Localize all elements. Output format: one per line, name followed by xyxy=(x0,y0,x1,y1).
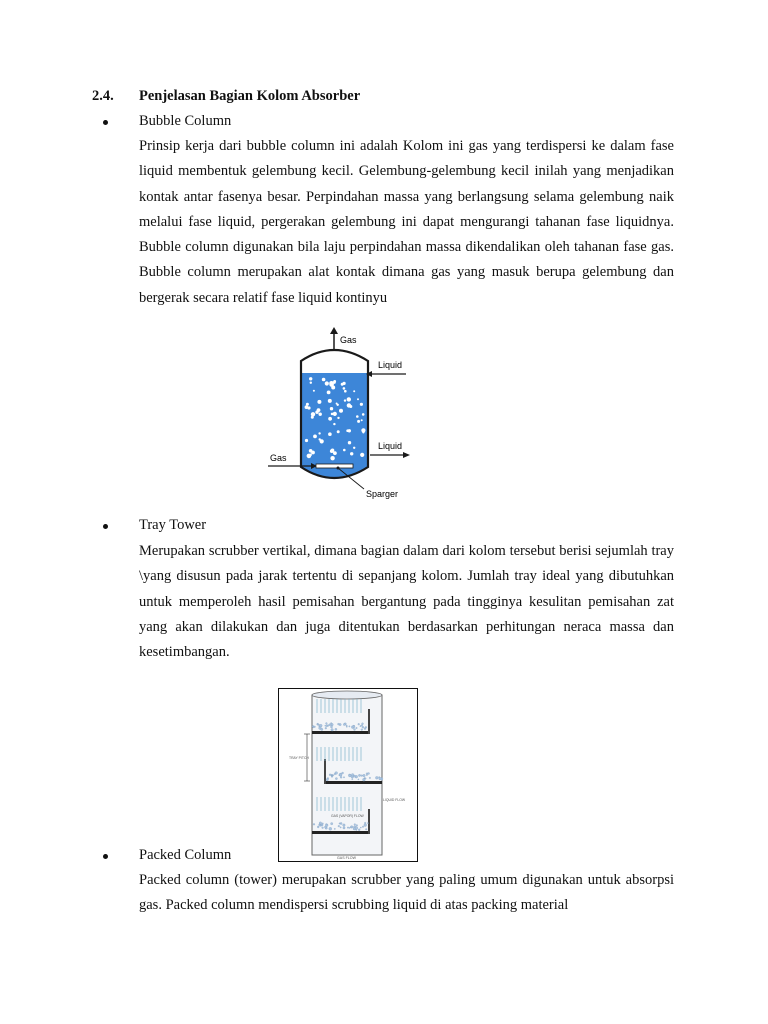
bubble xyxy=(343,387,346,390)
froth-bubble xyxy=(369,777,371,779)
bubble xyxy=(307,406,310,409)
bubble xyxy=(310,382,312,384)
bubble xyxy=(341,383,344,386)
froth-bubble xyxy=(326,723,328,725)
sparger-label: Sparger xyxy=(366,489,399,499)
froth-bubble xyxy=(346,726,347,727)
froth-bubble xyxy=(368,773,370,775)
froth-bubble xyxy=(361,729,363,731)
gas-top-label: Gas xyxy=(340,335,357,345)
gas-bubbles-label: GAS (VAPOR) FLOW xyxy=(331,814,364,818)
bubble xyxy=(325,381,329,385)
bubble xyxy=(318,432,320,434)
bubble xyxy=(357,398,359,400)
bubble xyxy=(362,431,364,433)
bubble xyxy=(337,430,340,433)
froth-bubble xyxy=(358,829,360,831)
froth-bubble xyxy=(343,827,345,829)
bubble xyxy=(330,449,334,453)
froth-bubble xyxy=(362,723,364,725)
froth-bubble xyxy=(331,729,334,732)
bubble xyxy=(322,378,326,382)
froth-bubble xyxy=(349,827,350,828)
bullet-item-tray-tower xyxy=(139,517,206,534)
froth-bubble xyxy=(325,725,326,726)
froth-bubble xyxy=(329,724,331,726)
froth-bubble xyxy=(379,777,382,780)
bullet-dot xyxy=(103,854,108,859)
bubble-column-figure xyxy=(266,327,418,499)
bubble xyxy=(328,399,332,403)
bubble xyxy=(328,417,332,421)
sparger-bar xyxy=(316,464,353,468)
gas-flow-label: GAS FLOW xyxy=(337,856,356,860)
tray-tower-figure xyxy=(278,688,418,862)
froth-bubble xyxy=(360,725,361,726)
froth-bubble xyxy=(339,773,342,776)
froth-bubble xyxy=(361,725,363,727)
froth-bubble xyxy=(358,723,360,725)
froth-bubble xyxy=(342,772,344,774)
item-title: Bubble Column xyxy=(139,113,232,129)
froth-bubble xyxy=(360,827,361,828)
gas-in-label: Gas xyxy=(270,453,287,463)
froth-bubble xyxy=(358,774,360,776)
bubble xyxy=(339,409,343,413)
froth-bubble xyxy=(350,827,351,828)
froth-bubble xyxy=(364,824,367,827)
froth-bubble xyxy=(331,776,333,778)
froth-bubble xyxy=(354,824,356,826)
froth-bubble xyxy=(334,773,336,775)
froth-bubble xyxy=(335,728,337,730)
bullet-item-bubble-column xyxy=(139,113,231,130)
liquid-flow-label: LIQUID FLOW xyxy=(383,798,406,802)
tray-2 xyxy=(326,781,382,784)
bubble xyxy=(311,416,314,419)
bullet-dot xyxy=(103,524,108,529)
tray-tower-paragraph: Merupakan scrubber vertikal, dimana bagian dalam dari kolom tersebut berisi sejumlah tray \yang disusun pada jarak tertentu di sepanjang kolom. Jumlah tray ideal yang dibutuhkan untuk memperoleh hasil pemisahan bergantung pada tingginya kesulitan pemisahan zat yang akan dilakukan dan juga ditentukan berdasarkan perhitungan neraca massa dan kesetimbangan. xyxy=(139,543,674,661)
bubble xyxy=(329,381,334,386)
bubble xyxy=(309,377,312,380)
section-title: Penjelasan Bagian Kolom Absorber xyxy=(139,88,361,104)
froth-bubble xyxy=(338,723,340,725)
column-top xyxy=(312,691,382,699)
bubble xyxy=(336,403,338,405)
bubble xyxy=(346,429,349,432)
tray-tower-diagram xyxy=(279,689,417,861)
froth-bubble xyxy=(343,723,345,725)
froth-bubble xyxy=(321,728,323,730)
bubble xyxy=(347,397,351,401)
froth-bubble xyxy=(354,729,356,731)
liquid-out-label: Liquid xyxy=(378,441,403,451)
froth-bubble xyxy=(322,823,323,824)
froth-bubble xyxy=(364,822,366,824)
bubble xyxy=(306,403,309,406)
bubble xyxy=(311,412,315,416)
bubble xyxy=(328,432,332,436)
bullet-dot xyxy=(103,120,108,125)
bubble xyxy=(331,413,334,416)
tray-3 xyxy=(312,831,368,834)
bubble-column-diagram xyxy=(266,327,418,499)
froth-bubble xyxy=(325,727,327,729)
bubble xyxy=(344,399,346,401)
froth-bubble xyxy=(367,823,368,824)
bubble xyxy=(317,408,321,412)
downcomer-1 xyxy=(368,709,370,734)
bubble xyxy=(360,453,364,457)
bubble xyxy=(309,454,312,457)
froth-bubble xyxy=(353,726,355,728)
froth-bubble xyxy=(356,727,358,729)
froth-bubble xyxy=(339,823,340,824)
bubble xyxy=(320,439,324,443)
froth-bubble xyxy=(343,824,346,827)
bubble xyxy=(319,413,322,416)
froth-bubble xyxy=(319,724,322,727)
froth-bubble xyxy=(326,779,328,781)
item-title: Tray Tower xyxy=(139,517,207,533)
tray-spacing-label: TRAY PITCH xyxy=(289,756,309,760)
bubble xyxy=(330,407,333,410)
downcomer-2 xyxy=(324,759,326,784)
bubble xyxy=(361,419,363,421)
froth-bubble xyxy=(352,778,353,779)
bubble xyxy=(317,400,321,404)
froth-bubble xyxy=(313,823,315,825)
froth-bubble xyxy=(363,774,366,777)
bubble xyxy=(347,403,351,407)
bubble xyxy=(353,390,355,392)
froth-bubble xyxy=(340,776,342,778)
bubble xyxy=(353,447,355,449)
bubble xyxy=(311,451,315,455)
bubble-column-paragraph: Prinsip kerja dari bubble column ini adalah Kolom ini gas yang terdispersi ke dalam fase liquid membentuk gelembung kecil. Gelembung-gelembung kecil inilah yang menjadikan kontak antar fasenya besar. Perpindahan massa yang berlangsung selama gelembung naik melalui fase liquid, pergerakan gelembung ini dapat mengurangi tahanan fase liquidnya. Bubble column digunakan bila laju perpindahan massa dikendalikan oleh tahanan fase gas. Bubble column merupakan alat kontak dimana gas yang masuk berupa gelembung dan bergerak secara relatif fase liquid kontinyu xyxy=(139,138,674,306)
froth-bubble xyxy=(340,827,341,828)
bubble xyxy=(357,420,360,423)
froth-bubble xyxy=(365,778,366,779)
bubble xyxy=(313,390,315,392)
froth-bubble xyxy=(349,774,352,777)
bubble xyxy=(350,452,353,455)
bubble xyxy=(337,417,339,419)
froth-bubble xyxy=(362,726,364,728)
froth-bubble xyxy=(375,776,378,779)
sparger-pointer-dot xyxy=(337,467,340,470)
froth-bubble xyxy=(356,825,358,827)
froth-bubble xyxy=(329,827,332,830)
bubble xyxy=(362,413,365,416)
froth-bubble xyxy=(326,824,327,825)
bullet-item-packed-column xyxy=(139,847,231,864)
froth-bubble xyxy=(338,825,340,827)
froth-bubble xyxy=(313,727,314,728)
froth-bubble xyxy=(349,726,350,727)
bubble xyxy=(360,403,363,406)
froth-bubble xyxy=(365,726,367,728)
froth-bubble xyxy=(322,827,324,829)
froth-bubble xyxy=(335,778,337,780)
packed-column-paragraph: Packed column (tower) merupakan scrubber yang paling umum digunakan untuk absorpsi gas. Packed column mendispersi scrubbing liquid di atas packing material xyxy=(139,872,674,914)
froth-bubble xyxy=(358,779,359,780)
liquid-in-label: Liquid xyxy=(378,360,403,370)
froth-bubble xyxy=(331,823,333,825)
froth-bubble xyxy=(366,775,367,776)
froth-bubble xyxy=(355,827,358,830)
tray-1 xyxy=(312,731,368,734)
froth-bubble xyxy=(343,777,344,778)
bubble xyxy=(356,415,359,418)
section-number: 2.4. xyxy=(92,88,114,104)
froth-bubble xyxy=(353,775,355,777)
froth-bubble xyxy=(334,828,335,829)
bubble xyxy=(313,435,317,439)
downcomer-3 xyxy=(368,809,370,834)
bubble xyxy=(343,449,346,452)
bubble xyxy=(333,423,335,425)
bubble xyxy=(305,439,308,442)
froth-bubble xyxy=(362,826,364,828)
froth-bubble xyxy=(330,726,332,728)
section-heading xyxy=(92,88,360,105)
item-title: Packed Column xyxy=(139,847,232,863)
froth-bubble xyxy=(361,775,363,777)
bubble xyxy=(348,441,351,444)
froth-bubble xyxy=(317,826,319,828)
froth-bubble xyxy=(329,774,331,776)
froth-bubble xyxy=(317,724,318,725)
bubble xyxy=(327,391,331,395)
bubble xyxy=(330,456,334,460)
bubble xyxy=(344,390,347,393)
froth-bubble xyxy=(347,827,349,829)
bubble xyxy=(331,386,335,390)
froth-bubble xyxy=(365,829,367,831)
